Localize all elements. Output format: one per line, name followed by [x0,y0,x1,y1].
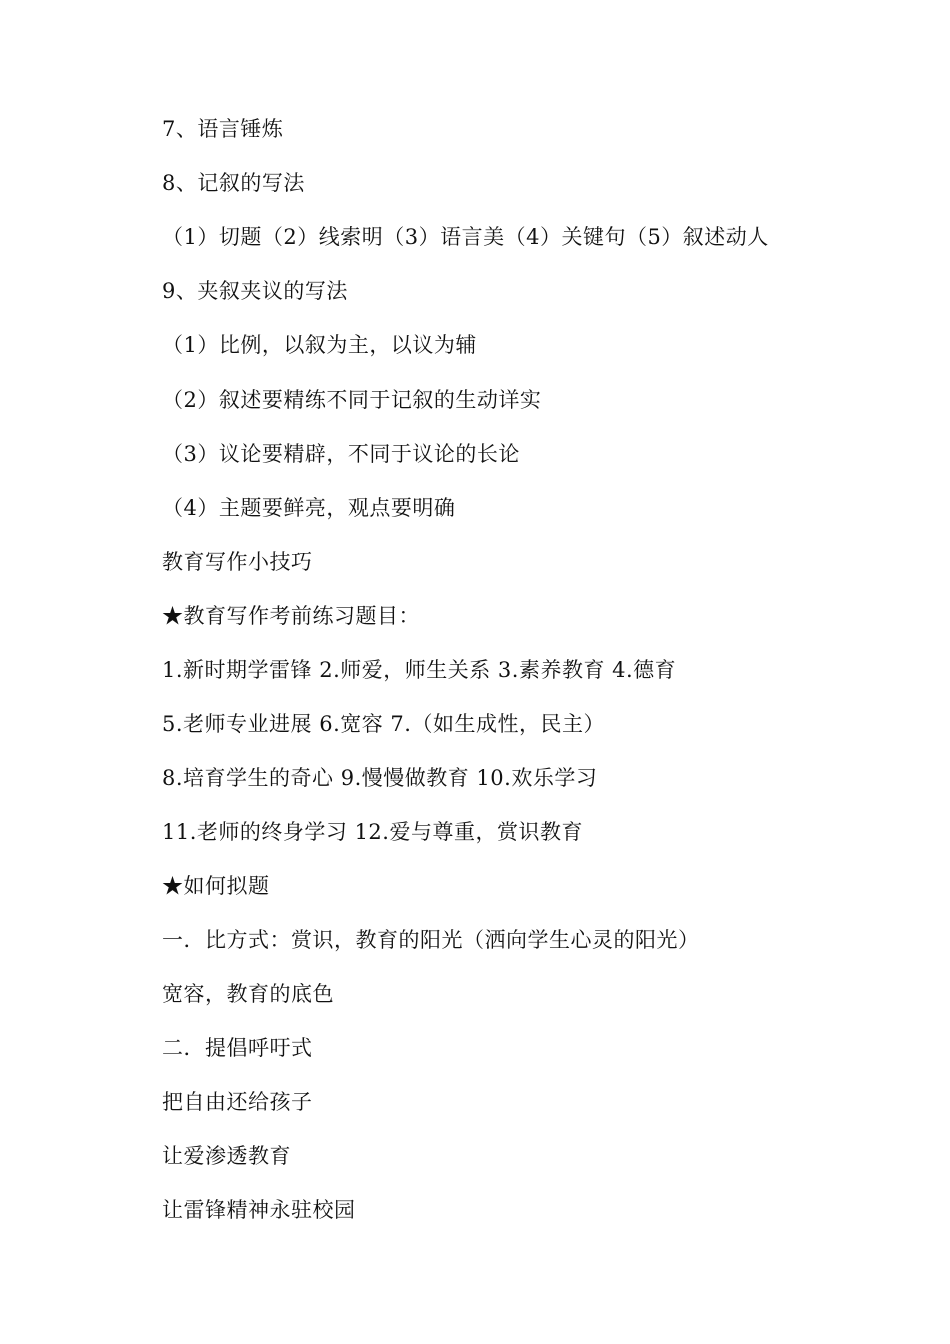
text-line: （1）切题（2）线索明（3）语言美（4）关键句（5）叙述动人 [162,225,769,249]
text-line: 7、语言锤炼 [162,117,284,141]
text-line: 5.老师专业进展 6.宽容 7.（如生成性，民主） [162,712,605,736]
text-line: 8.培育学生的奇心 9.慢慢做教育 10.欢乐学习 [162,766,598,790]
text-line: （3）议论要精辟，不同于议论的长论 [162,442,520,466]
text-line: 一．比方式：赏识，教育的阳光（洒向学生心灵的阳光） [162,928,700,952]
text-line: 让爱渗透教育 [162,1144,291,1168]
text-line: 把自由还给孩子 [162,1090,313,1114]
text-line: 8、记叙的写法 [162,171,305,195]
section-heading: ★如何拟题 [162,874,270,898]
text-line: 11.老师的终身学习 12.爱与尊重，赏识教育 [162,820,583,844]
text-line: 让雷锋精神永驻校园 [162,1198,356,1222]
section-heading: 教育写作小技巧 [162,550,313,574]
text-line: （2）叙述要精练不同于记叙的生动详实 [162,388,542,412]
text-line: （4）主题要鲜亮，观点要明确 [162,496,456,520]
text-line: 宽容，教育的底色 [162,982,334,1006]
text-line: （1）比例，以叙为主，以议为辅 [162,333,477,357]
text-line: 1.新时期学雷锋 2.师爱，师生关系 3.素养教育 4.德育 [162,658,677,682]
text-line: 9、夹叙夹议的写法 [162,279,348,303]
section-heading: ★教育写作考前练习题目： [162,604,420,628]
text-line: 二．提倡呼吁式 [162,1036,313,1060]
